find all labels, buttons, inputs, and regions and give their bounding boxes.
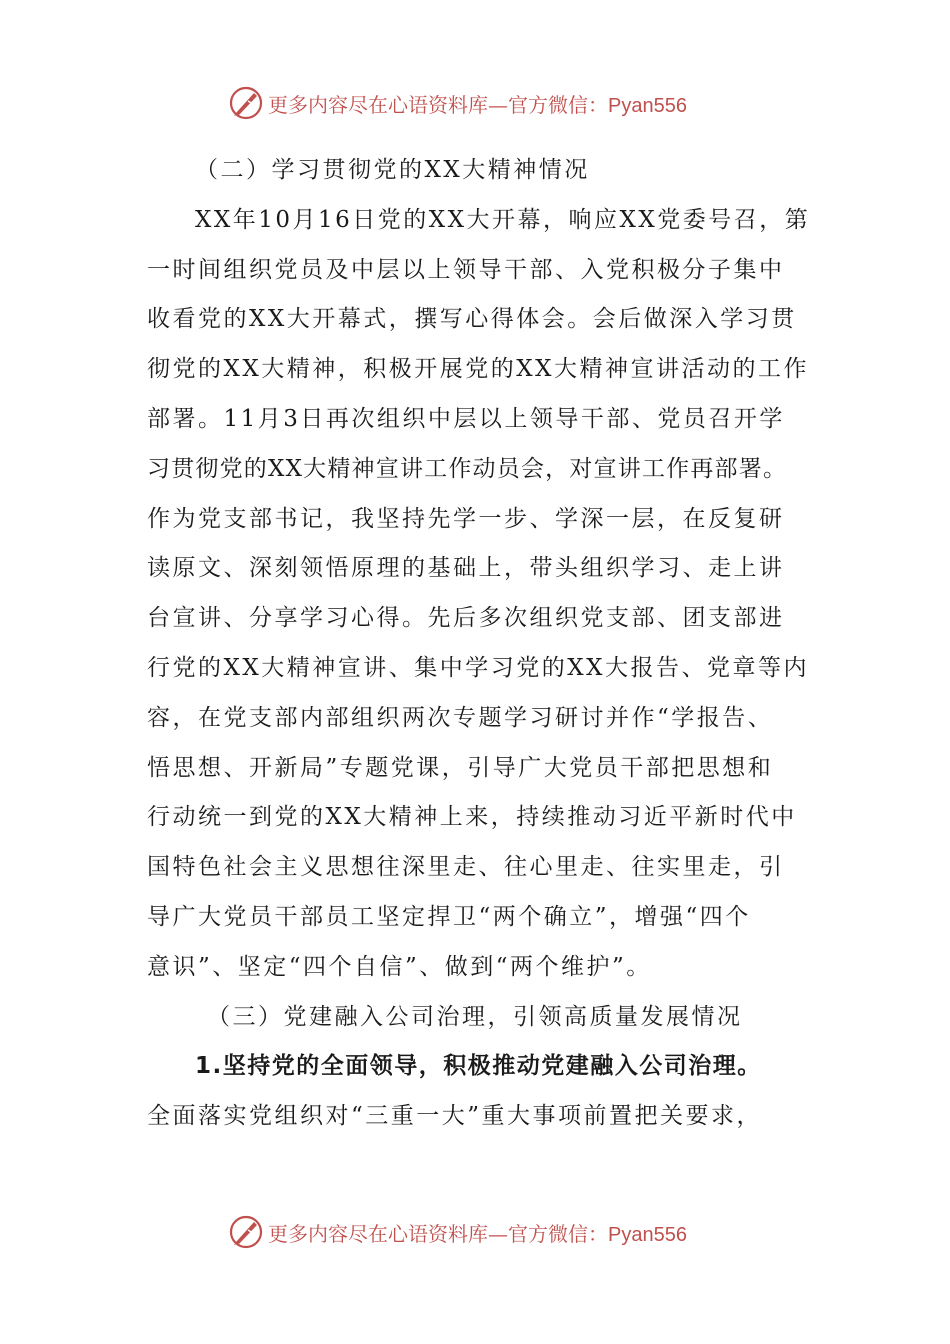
document-body <box>147 146 812 1142</box>
paragraph-line: 读原文、深刻领悟原理的基础上，带头组织学习、走上讲 <box>147 555 785 582</box>
subheading-bold: 1.坚持党的全面领导，积极推动党建融入公司治理。 <box>195 1053 762 1080</box>
paragraph-line: 行动统一到党的XX大精神上来，持续推动习近平新时代中 <box>147 804 797 831</box>
paragraph-line: 收看党的XX大开幕式，撰写心得体会。会后做深入学习贯 <box>147 306 797 333</box>
paragraph-line: 彻党的XX大精神，积极开展党的XX大精神宣讲活动的工作 <box>147 356 809 383</box>
section-heading-2: （二）学习贯彻党的XX大精神情况 <box>195 157 590 183</box>
section-heading-3: （三）党建融入公司治理，引领高质量发展情况 <box>207 1003 743 1030</box>
watermark-banner-top <box>228 83 687 123</box>
paragraph-line: 全面落实党组织对“三重一大”重大事项前置把关要求， <box>147 1103 763 1130</box>
paragraph-line: 一时间组织党员及中层以上领导干部、入党积极分子集中 <box>147 256 785 283</box>
quill-pen-logo-icon <box>228 85 264 121</box>
paragraph-line: 意识”、坚定“四个自信”、做到“两个维护”。 <box>147 953 652 980</box>
paragraph-line: 国特色社会主义思想往深里走、往心里走、往实里走，引 <box>147 854 785 881</box>
paragraph-line: XX年10月16日党的XX大开幕，响应XX党委号召，第 <box>195 206 811 233</box>
paragraph-line: 部署。11月3日再次组织中层以上领导干部、党员召开学 <box>147 405 785 432</box>
paragraph-line: 习贯彻党的XX大精神宣讲工作动员会，对宣讲工作再部署。 <box>147 455 788 482</box>
paragraph-line: 导广大党员干部员工坚定捍卫“两个确立”，增强“四个 <box>147 903 751 930</box>
paragraph-line: 容，在党支部内部组织两次专题学习研讨并作“学报告、 <box>147 704 774 731</box>
watermark-text: 更多内容尽在心语资料库—官方微信：Pyan556 <box>268 92 687 117</box>
watermark-banner-bottom <box>228 1212 687 1252</box>
paragraph-line: 台宣讲、分享学习心得。先后多次组织党支部、团支部进 <box>147 605 785 632</box>
watermark-text: 更多内容尽在心语资料库—官方微信：Pyan556 <box>268 1221 687 1246</box>
paragraph-line: 作为党支部书记，我坚持先学一步、学深一层，在反复研 <box>147 505 785 532</box>
quill-pen-logo-icon <box>228 1214 264 1250</box>
paragraph-line: 悟思想、开新局”专题党课，引导广大党员干部把思想和 <box>147 754 774 781</box>
paragraph-line: 行党的XX大精神宣讲、集中学习党的XX大报告、党章等内 <box>147 654 809 681</box>
